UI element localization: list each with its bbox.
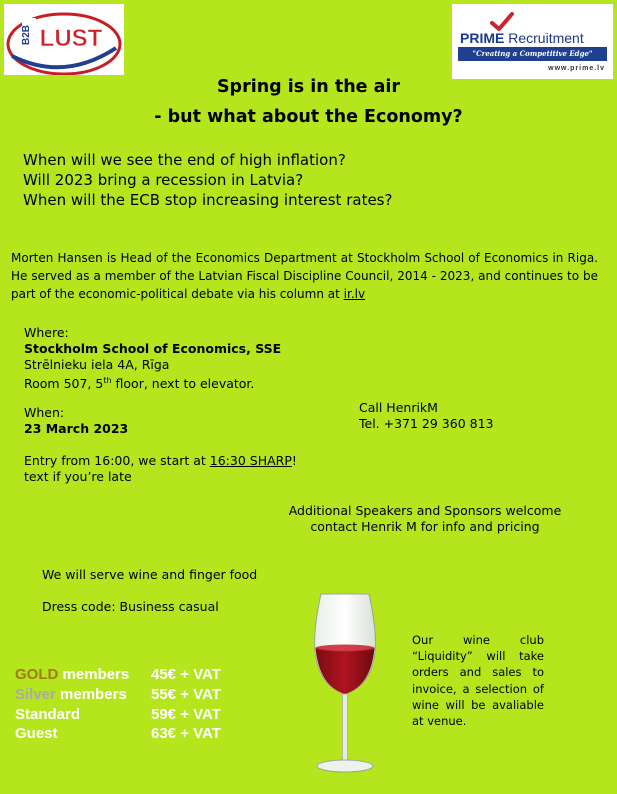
tier-gold-suffix: members	[58, 666, 130, 683]
when-label: When:	[24, 405, 65, 420]
tier-standard: Standard	[15, 706, 81, 723]
contact-name: Call HenrikM	[359, 400, 438, 415]
speaker-bio-text: Morten Hansen is Head of the Economics Department at Stockholm School of Economics in Riga. He served as a member of the Latvian Fiscal Discipline Council, 2014 - 2023, and continues to be part of the economic-political debate via his column at	[11, 251, 598, 301]
price-row-silver	[15, 686, 127, 703]
tier-silver-suffix: members	[55, 686, 127, 703]
lust-logo-graphic	[4, 4, 124, 75]
entry-info	[24, 453, 297, 469]
tier-guest: Guest	[15, 725, 58, 742]
room-text-post: floor, next to elevator.	[111, 376, 255, 392]
sponsors-line-1: Additional Speakers and Sponsors welcome	[288, 503, 562, 518]
where-label: Where:	[24, 325, 69, 340]
entry-text: Entry from 16:00, we start at	[24, 453, 210, 468]
headline-line-2: - but what about the Economy?	[154, 107, 463, 127]
sponsors-line-2: contact Henrik M for info and pricing	[310, 519, 540, 534]
prime-tagline: "Creating a Competitive Edge"	[458, 47, 607, 61]
price-standard: 59€ + VAT	[151, 706, 221, 723]
contact-phone: Tel. +371 29 360 813	[359, 416, 494, 431]
start-time: 16:30 SHARP	[209, 453, 292, 468]
price-gold: 45€ + VAT	[151, 666, 221, 683]
venue-name: Stockholm School of Economics, SSE	[24, 341, 282, 356]
room-superscript: th	[103, 376, 112, 385]
question-3: When will the ECB stop increasing interest rates?	[23, 191, 393, 209]
price-guest: 63€ + VAT	[151, 725, 221, 742]
tier-silver: Silver	[15, 686, 56, 703]
event-date: 23 March 2023	[24, 421, 129, 436]
lust-logo-text: LUST	[39, 25, 103, 52]
lust-logo	[4, 4, 124, 75]
headline-line-1: Spring is in the air	[216, 77, 401, 97]
question-1: When will we see the end of high inflation?	[23, 151, 346, 169]
room-text: Room 507, 5	[24, 376, 104, 392]
speaker-bio	[11, 249, 598, 303]
checkmark-icon	[490, 12, 514, 32]
wine-glass-icon	[305, 590, 385, 780]
prime-word: PRIME	[460, 30, 505, 46]
wine-club-note: Our wine club “Liquidity” will take orders and sales to invoice, a selection of wine will be avaliable at venue.	[412, 633, 544, 729]
bio-link[interactable]: ir.lv	[343, 287, 366, 301]
prime-recruitment-word: Recruitment	[508, 30, 584, 46]
lust-logo-side-text: B2B	[21, 24, 32, 46]
question-2: Will 2023 bring a recession in Latvia?	[23, 171, 304, 189]
price-row-gold	[15, 666, 129, 683]
venue-room	[24, 373, 254, 392]
entry-text-post: !	[291, 453, 297, 468]
prime-website: www.prime.lv	[548, 65, 605, 72]
tier-gold: GOLD	[15, 666, 59, 683]
prime-wordmark	[460, 30, 584, 46]
venue-street: Strēlnieku iela 4A, Rīga	[24, 357, 170, 372]
price-silver: 55€ + VAT	[151, 686, 221, 703]
catering-note: We will serve wine and finger food	[42, 567, 258, 582]
dress-code: Dress code: Business casual	[42, 599, 219, 614]
late-notice: text if you’re late	[24, 469, 132, 484]
prime-recruitment-logo	[452, 4, 613, 79]
